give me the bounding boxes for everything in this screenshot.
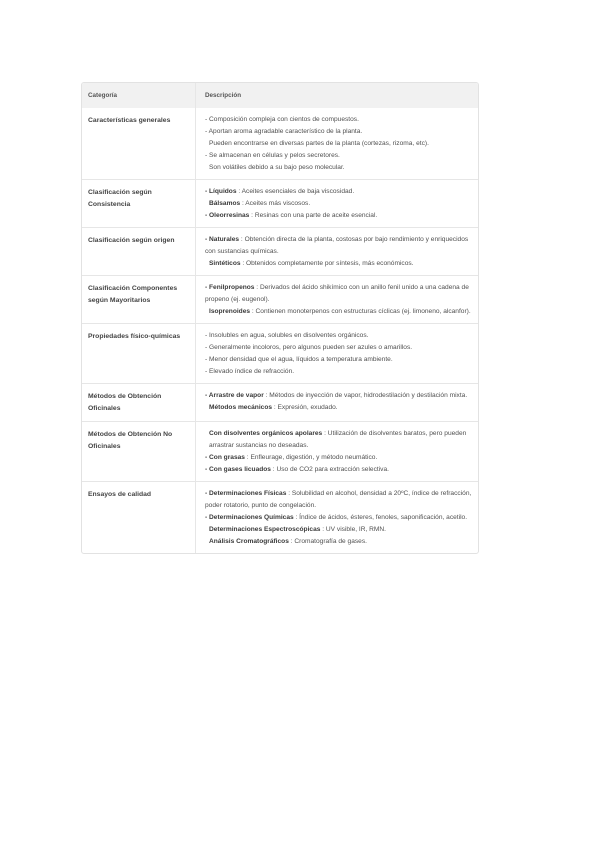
line-text: : Índice de ácidos, ésteres, fenoles, saponificación, acetilo. [293,514,468,521]
row-category: Métodos de Obtención Oficinales [82,384,196,421]
line-label: - Con gases licuados [205,466,271,473]
description-line [205,282,472,306]
line-label: - Líquidos [205,188,237,195]
table-header-row [82,83,478,108]
line-text: : Aceites esenciales de baja viscosidad. [236,188,355,195]
line-text: - Insolubles en agua, solubles en disolventes orgánicos. [205,332,369,339]
line-text: : Obtenidos completamente por síntesis, más económicos. [240,260,414,267]
description-line [205,114,472,126]
line-text: : UV visible, IR, RMN. [320,526,387,533]
line-text: Son volátiles debido a su bajo peso molecular. [209,164,345,171]
line-text: : Obtención directa de la planta, costosas por bajo rendimiento y enriquecidos con sustancias químicas. [205,236,469,255]
line-label: - Oleorresinas [205,212,250,219]
line-text: : Aceites más viscosos. [240,200,311,207]
line-text: - Composición compleja con cientos de compuestos. [205,116,359,123]
description-line [205,536,472,548]
line-text: : Enfleurage, digestión, y método neumático. [244,454,378,461]
description-line [205,186,472,198]
row-category: Características generales [82,108,196,179]
header-category: Categoría [82,83,196,108]
row-description [196,422,478,481]
description-line [205,210,472,222]
line-label: - Fenilpropenos [205,284,255,291]
description-line [205,126,472,138]
line-text: - Elevado índice de refracción. [205,368,295,375]
table-row [82,383,478,421]
line-text: - Menor densidad que el agua, líquidos a temperatura ambiente. [205,356,393,363]
description-line [205,198,472,210]
table-body [82,108,478,553]
line-label: - Con grasas [205,454,245,461]
line-label: Determinaciones Espectroscópicas [209,526,321,533]
row-description [196,180,478,227]
description-line [205,258,472,270]
row-category: Clasificación Componentes según Mayoritarios [82,276,196,323]
description-line [205,428,472,452]
description-line [205,138,472,150]
table-row [82,275,478,323]
description-line [205,354,472,366]
line-text: : Uso de CO2 para extracción selectiva. [270,466,389,473]
row-description [196,108,478,179]
description-line [205,452,472,464]
line-label: - Determinaciones Químicas [205,514,294,521]
line-label: - Determinaciones Físicas [205,490,287,497]
line-label: Análisis Cromatográficos [209,538,289,545]
line-label: Isoprenoides [209,308,251,315]
table-row [82,323,478,383]
line-text: - Se almacenan en células y pelos secretores. [205,152,340,159]
line-text: : Contienen monoterpenos con estructuras cíclicas (ej. limoneno, alcanfor). [250,308,471,315]
description-line [205,330,472,342]
description-line [205,390,472,402]
description-line [205,150,472,162]
line-label: Métodos mecánicos [209,404,273,411]
description-line [205,488,472,512]
table-row [82,481,478,553]
description-line [205,234,472,258]
line-text: : Expresión, exudado. [272,404,338,411]
row-category: Clasificación según origen [82,228,196,275]
row-description [196,324,478,383]
line-text: Pueden encontrarse en diversas partes de la planta (cortezas, rizoma, etc). [209,140,429,147]
line-text: - Aportan aroma agradable característico de la planta. [205,128,363,135]
line-label: - Naturales [205,236,240,243]
row-category: Ensayos de calidad [82,482,196,553]
line-label: Con disolventes orgánicos apolares [209,430,323,437]
description-line [205,342,472,354]
line-text: : Resinas con una parte de aceite esencial. [249,212,378,219]
line-text: : Cromatografía de gases. [288,538,367,545]
description-line [205,512,472,524]
description-line [205,402,472,414]
line-text: : Utilización de disolventes baratos, pero pueden arrastrar sustancias no deseadas. [209,430,467,449]
table-row [82,179,478,227]
line-text: - Generalmente incoloros, pero algunos pueden ser azules o amarillos. [205,344,413,351]
table-row [82,108,478,179]
line-label: Bálsamos [209,200,241,207]
line-text: : Solubilidad en alcohol, densidad a 20ºC, índice de refracción, poder rotatorio, punto de congelación. [205,490,472,509]
description-line [205,366,472,378]
header-description: Descripción [205,92,242,99]
description-line [205,464,472,476]
row-description [196,384,478,421]
essential-oils-table [81,82,479,554]
line-label: - Arrastre de vapor [205,392,264,399]
row-description [196,276,478,323]
row-category: Clasificación según Consistencia [82,180,196,227]
line-text: : Derivados del ácido shikímico con un anillo fenil unido a una cadena de propeno (ej. eugenol). [205,284,469,303]
table-row [82,421,478,481]
line-text: : Métodos de inyección de vapor, hidrodestilación y destilación mixta. [263,392,468,399]
line-label: Sintéticos [209,260,241,267]
description-line [205,162,472,174]
row-description [196,228,478,275]
table-row [82,227,478,275]
row-description [196,482,478,553]
description-line [205,524,472,536]
description-line [205,306,472,318]
row-category: Métodos de Obtención No Oficinales [82,422,196,481]
row-category: Propiedades físico-químicas [82,324,196,383]
